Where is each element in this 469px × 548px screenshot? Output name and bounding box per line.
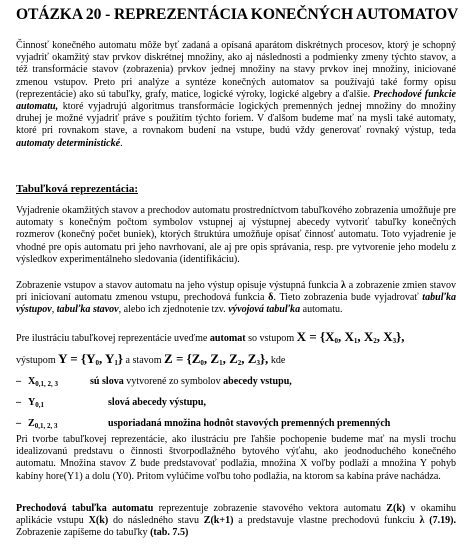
- elevator-paragraph: Pri tvorbe tabuľkovej reprezentácie, ako ilustráciu pre ľahšie pochopenie budeme mať na mysli trochu idealizovanú predstavu o činnosti štvorpodlažného bytového výťahu, ako jeodnoduchého konečného automatu. Množina stavov Z bude predstavovať podlažia, množina X voľby podlaží a množina Y pohyb kabíny hore(Y1) a dolu (Y0). Pritom vylúčime voľbu toho podlažia, na ktorom sa kabína práve nachádza.: [16, 434, 456, 482]
- list-symbol: $Y_{0,1}$: [28, 397, 45, 409]
- p3-text-a: Zobrazenie vstupov a stavov automatu na jeho výstup opisuje výstupná funkcia: [16, 280, 342, 291]
- intro-text-b: ktoré vyjadrujú algoritmus transformácie logických premenných jednej množiny do množiny druhej je možné vyjadriť práve s použitím týchto foriem. V ďalšom budeme mať na mysli také automaty, ktoré pri rovnakom stave, a rovnakom budení na vstupe, budú vždy generovať rovnaký výstup, teda: [16, 101, 456, 137]
- ex-text-1: Pre ilustráciu tabuľkovej reprezentácie uveďme: [16, 333, 210, 344]
- input-set-formula: $X = \{X_0$, $X_1$, $X_2$, $X_3$},: [296, 329, 405, 345]
- ex-bold-automat: automat: [209, 333, 246, 344]
- term-output-table: tabuľka výstupov: [16, 292, 456, 316]
- intro-text-c: .: [120, 137, 123, 149]
- p5-zk1: Z(k+1): [203, 515, 234, 527]
- p3-text-c: . Tieto zobrazenia bude vyjadrovať: [273, 292, 423, 304]
- page-title: OTÁZKA 20 - REPREZENTÁCIA KONEČNÝCH AUTOMATOV: [16, 6, 459, 23]
- ex-text-3: výstupom: [16, 355, 59, 366]
- intro-term: Prechodové funkcie automatu,: [16, 88, 457, 113]
- list-dash: –: [16, 376, 22, 387]
- p5-term: Prechodová tabuľka automatu: [16, 503, 154, 514]
- p5-text-d: v okamihu aplikácie vstupu: [16, 503, 456, 527]
- p5-lambda-ref: λ (7.19).: [419, 515, 457, 527]
- p3-text-f: automatu.: [300, 304, 343, 316]
- ex-text-4: a stavom: [123, 355, 165, 366]
- lambda-symbol: λ: [341, 280, 346, 291]
- p5-text-h: a predstavuje vlastne prechodovú funkciu: [233, 515, 420, 527]
- term-state-table: tabuľka stavov: [56, 304, 119, 316]
- table-repr-paragraph: Vyjadrenie okamžitých stavov a prechodov automatu prostredníctvom tabuľkového zobrazenia umožňuje pre automaty s konečným počtom symbolov vstupnej aj výstupnej abecedy vytvoriť tabuľky konečných rozmerov (konečný počet buniek), ktorých štruktúra umožňuje opísať činnosť automatu. Toto vyjadrenie je vhodné pre opis automatu pri jeho navrhovaní, ale aj pre opis správania, resp. pre vytvorenie jeho modelu z výsledkov experimentálneho sledovania (identifikáciu).: [16, 205, 456, 265]
- example-line-2: [16, 351, 456, 367]
- ex-text-2: so vstupom: [245, 333, 297, 344]
- output-set-formula: $Y = \{Y_0$, $Y_1$}: [58, 351, 124, 367]
- p5-zk: Z(k): [386, 503, 406, 514]
- list-description: usporiadaná množina hodnôt stavových premenných premenných: [108, 418, 391, 429]
- functions-paragraph: [16, 280, 456, 317]
- transition-table-paragraph: [16, 503, 456, 540]
- section-heading: Tabuľková reprezentácia:: [16, 183, 138, 195]
- p3-text-b: a zobrazenie zmien stavov pri iniciovaní automatu zmenou vstupu, prechodová funkcia: [16, 280, 456, 304]
- term-development-table: vývojová tabuľka: [228, 304, 301, 316]
- list-symbol: $X_{0,1, 2, 3}$: [28, 376, 59, 388]
- p5-text-j: Zobrazenie zapíšeme do tabuľky: [16, 527, 151, 539]
- p5-table-ref: (tab. 7.5): [150, 527, 189, 539]
- intro-text-a: Činnosť konečného automatu môže byť zadaná a opísaná aparátom diskrétnych procesov, ktorý je schopný vyjadriť okamžitý stav prvkov diskrétnej množiny, ako aj následnosti a podmienky zmeny týchto stavov, a též transformácie stavov (zobrazenia) prvkov jednej množiny na stavy prvkov inej množiny, iniciované zmenou vstupov. Preto pri analýze a syntéze konečných automatov sa používajú také formy opisu (reprezentácie) ako sú tabuľky, grafy, matice, logické výroky, logické algebry a ďalšie.: [16, 40, 456, 100]
- intro-term2: automaty deterministické: [16, 137, 121, 149]
- list-description: sú slova vytvorené zo symbolov abecedy vstupu,: [90, 376, 292, 387]
- list-dash: –: [16, 418, 22, 429]
- delta-symbol: δ: [268, 292, 274, 304]
- intro-paragraph: [16, 40, 456, 150]
- list-symbol: $Z_{0,1, 2, 3}$: [28, 418, 58, 430]
- p5-xk: X(k): [88, 515, 109, 527]
- p3-text-e: , alebo ich zjednotenie tzv.: [118, 304, 229, 316]
- ex-text-5: kde: [268, 355, 286, 366]
- example-line-1: [16, 329, 456, 345]
- p3-text-d: ,: [51, 304, 57, 316]
- list-description: slová abecedy výstupu,: [108, 397, 206, 408]
- p5-text-b: reprezentuje zobrazenie stavového vektora automatu: [153, 503, 387, 514]
- state-set-formula: $Z = \{Z_0$, $Z_1$, $Z_2$, $Z_3$},: [164, 351, 269, 367]
- p5-text-f: do následného stavu: [108, 515, 204, 527]
- list-dash: –: [16, 397, 22, 408]
